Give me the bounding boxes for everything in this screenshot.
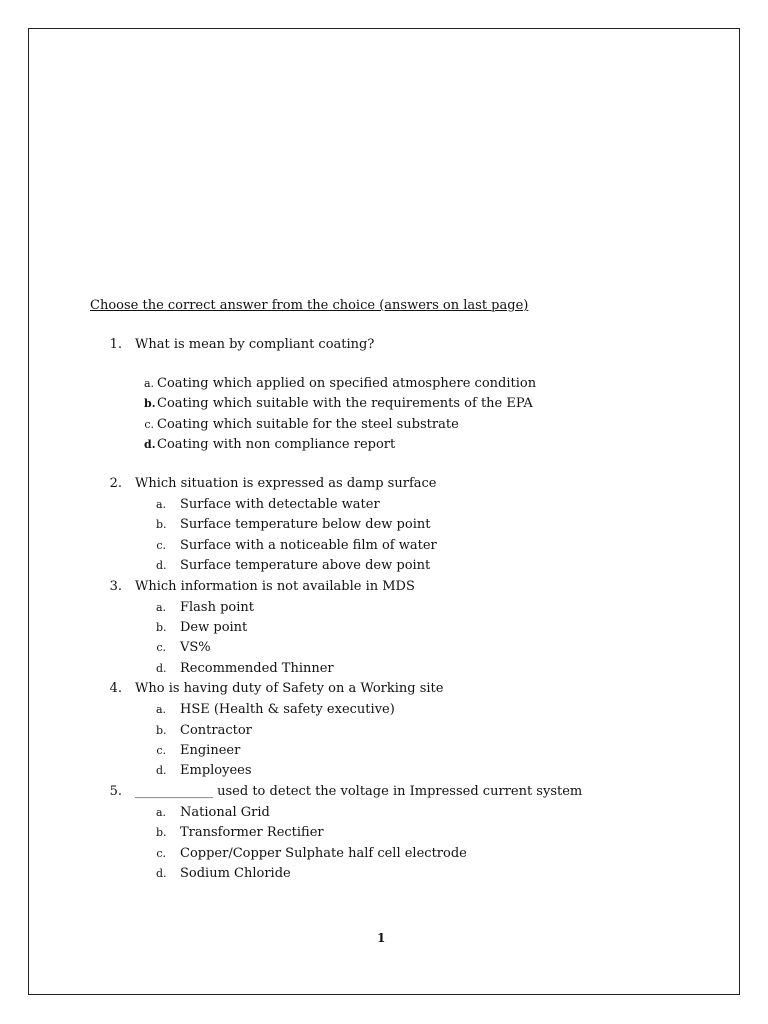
q5-option-d-text: Sodium Chloride [180, 866, 291, 881]
q5-option-c-text: Copper/Copper Sulphate half cell electrode [180, 846, 467, 861]
q2-option-b-text: Surface temperature below dew point [180, 517, 431, 532]
q1-option-c-letter: c. [144, 418, 154, 431]
q2-option-d-letter: d. [156, 559, 167, 572]
q4-option-b-text: Contractor [180, 723, 252, 738]
question-2-text: Which situation is expressed as damp surface [135, 476, 437, 491]
q4-option-c-text: Engineer [180, 743, 241, 758]
question-5-number: 5. [109, 784, 122, 799]
question-2-number: 2. [109, 476, 122, 491]
q5-option-a-letter: a. [156, 806, 167, 819]
q4-option-c-letter: c. [156, 744, 166, 757]
q4-option-b-letter: b. [156, 724, 167, 737]
q5-option-b-text: Transformer Rectifier [180, 825, 324, 840]
q1-option-d-letter: d. [144, 438, 156, 451]
q3-option-d-letter: d. [156, 662, 167, 675]
q1-option-c-text: Coating which suitable for the steel substrate [157, 417, 459, 432]
q4-option-d-letter: d. [156, 764, 167, 777]
q1-option-a-text: Coating which applied on specified atmosphere condition [157, 376, 537, 391]
q4-option-a-letter: a. [156, 703, 167, 716]
document-page [28, 28, 740, 995]
q3-option-a-letter: a. [156, 601, 167, 614]
q3-option-c-text: VS% [180, 640, 211, 655]
question-4-text: Who is having duty of Safety on a Working site [135, 681, 444, 696]
q2-option-d-text: Surface temperature above dew point [180, 558, 431, 573]
q3-option-c-letter: c. [156, 641, 166, 654]
question-1-text: What is mean by compliant coating? [135, 337, 375, 352]
question-4-number: 4. [109, 681, 122, 696]
q5-option-d-letter: d. [156, 867, 167, 880]
question-3-number: 3. [109, 579, 122, 594]
question-3-text: Which information is not available in MDS [135, 579, 415, 594]
q1-option-b-letter: b. [144, 397, 156, 410]
q3-option-d-text: Recommended Thinner [180, 661, 334, 676]
q4-option-a-text: HSE (Health & safety executive) [180, 702, 395, 717]
q4-option-d-text: Employees [180, 763, 252, 778]
page-number: 1 [377, 931, 386, 945]
q3-option-b-letter: b. [156, 621, 167, 634]
q1-option-b-text: Coating which suitable with the requirements of the EPA [157, 396, 533, 411]
q2-option-a-text: Surface with detectable water [180, 497, 380, 512]
q5-option-a-text: National Grid [180, 805, 270, 820]
q3-option-b-text: Dew point [180, 620, 248, 635]
q1-option-a-letter: a. [144, 377, 155, 390]
q2-option-c-text: Surface with a noticeable film of water [180, 538, 437, 553]
question-5-text: ____________ used to detect the voltage in Impressed current system [135, 784, 583, 799]
q2-option-c-letter: c. [156, 539, 166, 552]
q1-option-d-text: Coating with non compliance report [157, 437, 396, 452]
instruction-text: Choose the correct answer from the choice (answers on last page) [90, 298, 529, 313]
q3-option-a-text: Flash point [180, 600, 255, 615]
q5-option-c-letter: c. [156, 847, 166, 860]
question-1-number: 1. [109, 337, 122, 352]
q2-option-b-letter: b. [156, 518, 167, 531]
q2-option-a-letter: a. [156, 498, 167, 511]
q5-option-b-letter: b. [156, 826, 167, 839]
